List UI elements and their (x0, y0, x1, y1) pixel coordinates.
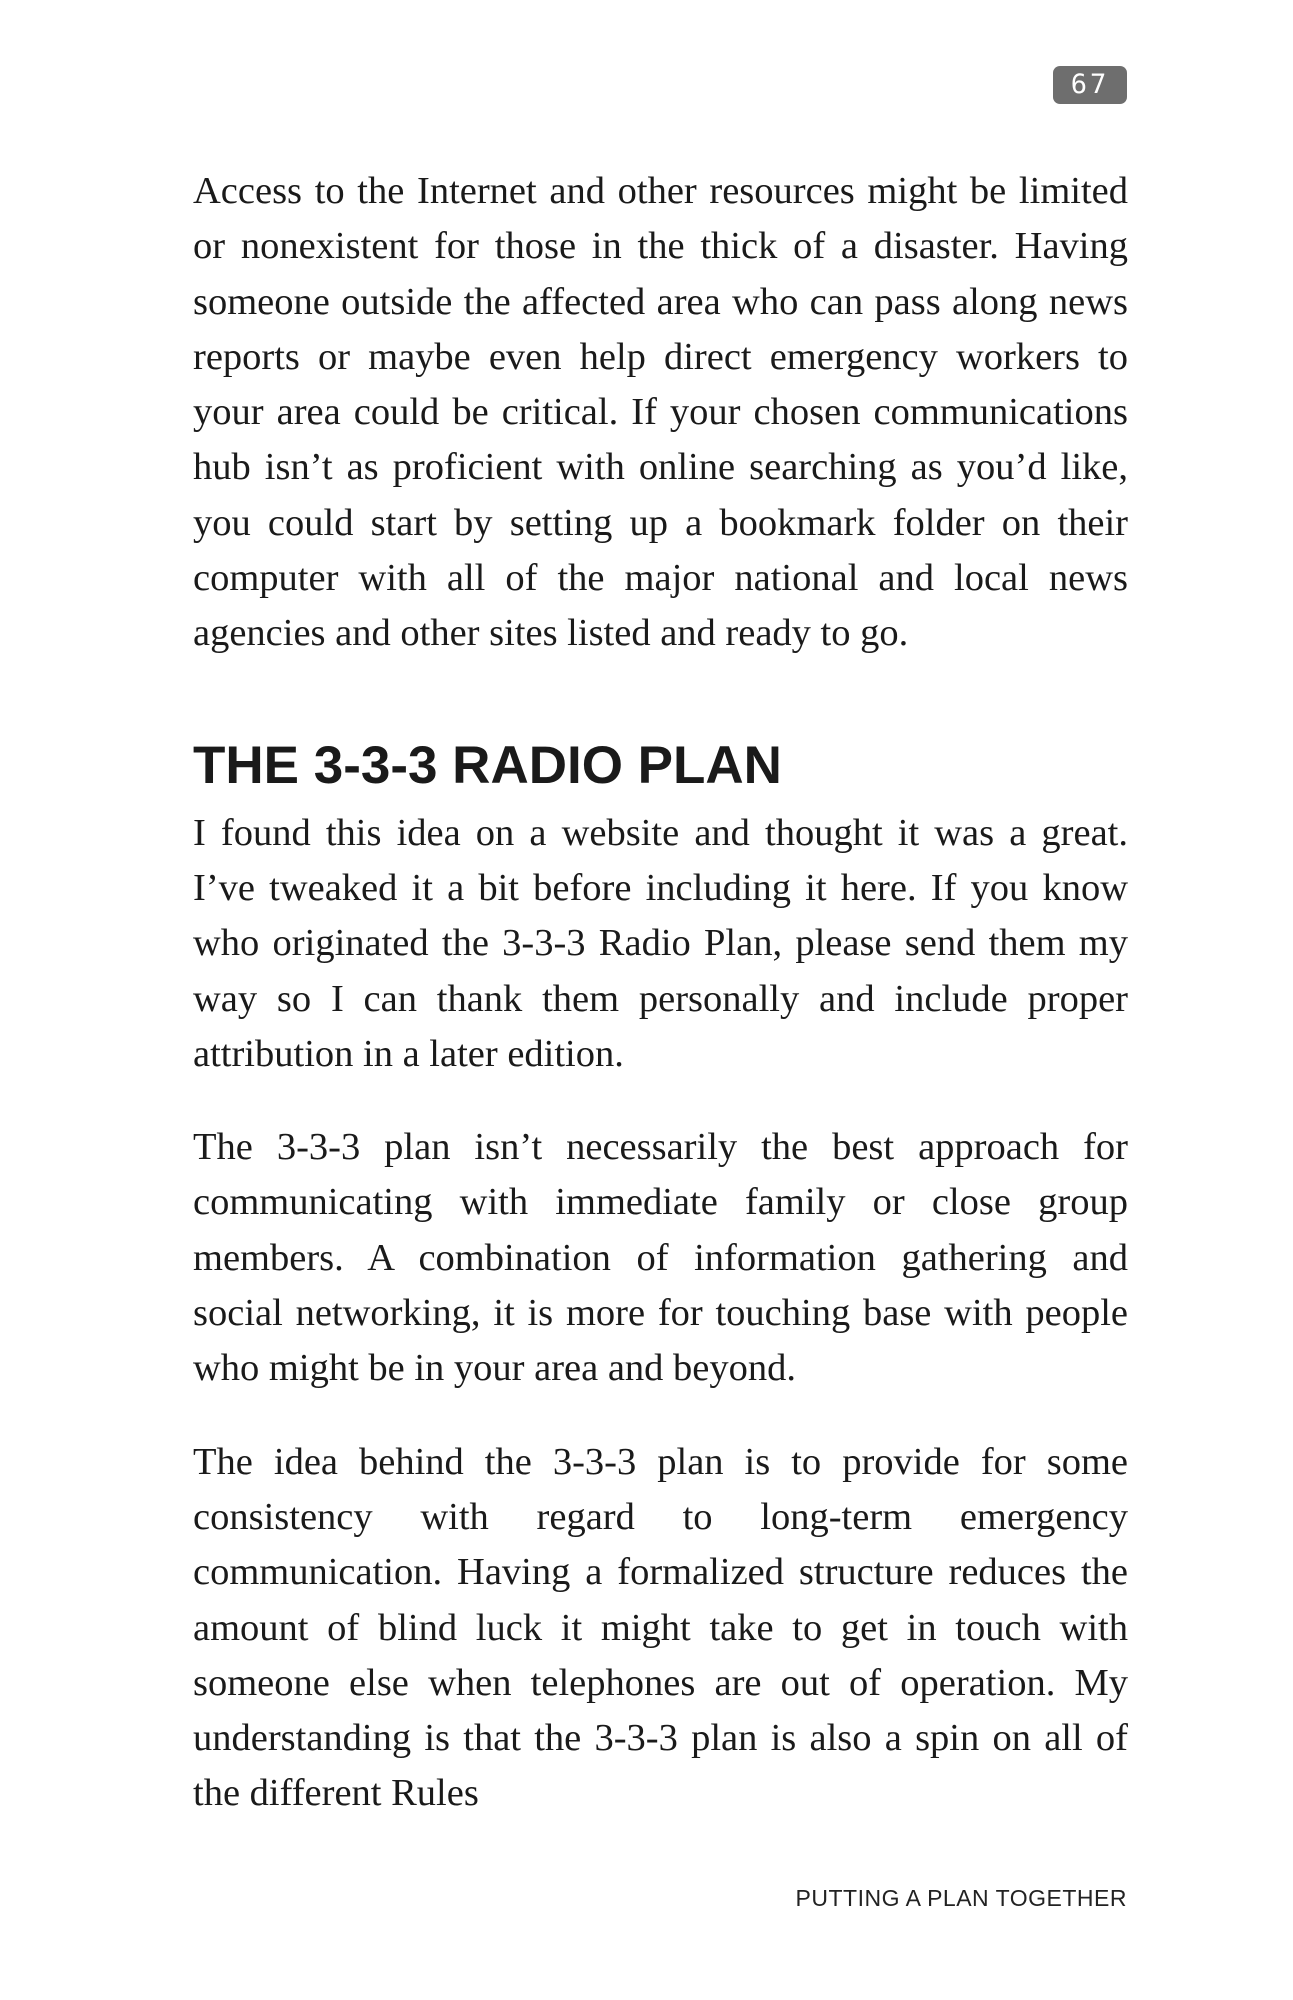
body-paragraph-3: The idea behind the 3-3-3 plan is to provide for some consistency with regard to long-term emergency communication. Having a formalized structure reduces the amount of blind luck it might take to get in touch with someone else when telephones are out of operation. My understanding is that the 3-3-3 plan is also a spin on all of the different Rules (193, 1440, 1128, 1815)
page-number-badge: 67 (1053, 66, 1127, 104)
intro-paragraph: Access to the Internet and other resources might be limited or nonexistent for those in the thick of a disaster. Having someone outside the affected area who can pass along news reports or maybe even help direct emergency workers to your area could be critical. If your chosen communications hub isn’t as proficient with online searching as you’d like, you could start by setting up a bookmark folder on their computer with all of the major national and local news agencies and other sites listed and ready to go. (193, 170, 1128, 655)
body-paragraph-2: The 3-3-3 plan isn’t necessarily the best approach for communicating with immediate family or close group members. A combination of information gathering and social networking, it is more for touching base with people who might be in your area and beyond. (193, 1126, 1128, 1390)
page-body (193, 164, 1128, 1822)
section-heading: THE 3-3-3 RADIO PLAN (193, 735, 782, 795)
body-paragraph-1: I found this idea on a website and thought it was a great. I’ve tweaked it a bit before including it here. If you know who originated the 3-3-3 Radio Plan, please send them my way so I can thank them personally and include proper attribution in a later edition. (193, 811, 1128, 1075)
running-footer: PUTTING A PLAN TOGETHER (795, 1885, 1127, 1911)
